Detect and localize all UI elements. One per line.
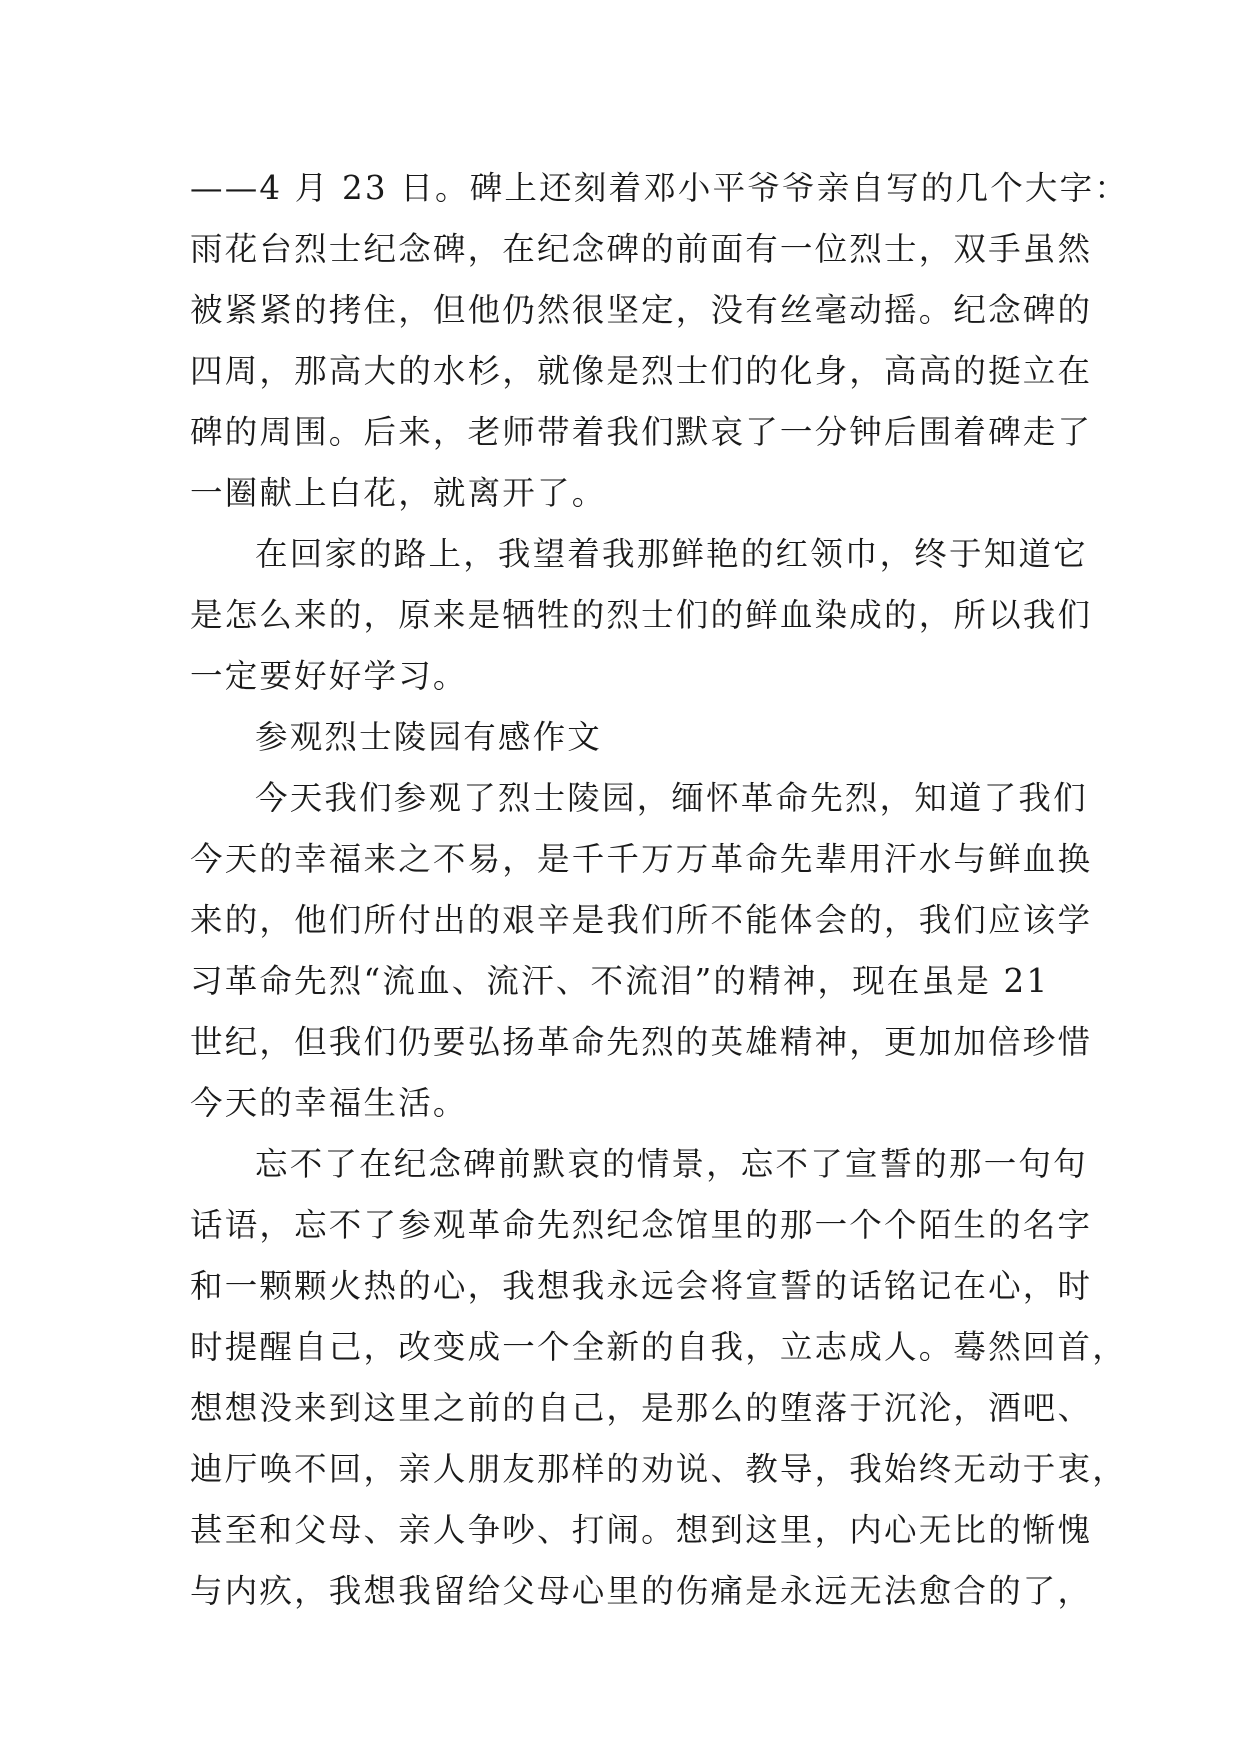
paragraph-reflection	[190, 1134, 1127, 1622]
text-line: 甚至和父母、亲人争吵、打闹。想到这里，内心无比的惭愧	[190, 1511, 1093, 1549]
section-heading: 参观烈士陵园有感作文	[255, 718, 603, 756]
essay-title	[190, 707, 1065, 768]
text-line: 时提醒自己，改变成一个全新的自我，立志成人。蓦然回首，	[190, 1328, 1127, 1366]
text-line: 和一颗颗火热的心，我想我永远会将宣誓的话铭记在心，时	[190, 1267, 1093, 1305]
text-line: 四周，那高大的水杉，就像是烈士们的化身，高高的挺立在	[190, 352, 1093, 390]
text-line: 是怎么来的，原来是牺牲的烈士们的鲜血染成的，所以我们	[190, 596, 1093, 634]
text-line: 来的，他们所付出的艰辛是我们所不能体会的，我们应该学	[190, 901, 1093, 939]
text-line: 世纪，但我们仍要弘扬革命先烈的英雄精神，更加加倍珍惜	[190, 1023, 1093, 1061]
text-line: 今天我们参观了烈士陵园，缅怀革命先烈，知道了我们	[255, 779, 1088, 817]
text-line: 一圈献上白花，就离开了。	[190, 474, 607, 512]
text-line: 话语，忘不了参观革命先烈纪念馆里的那一个个陌生的名字	[190, 1206, 1093, 1244]
text-line: 与内疚，我想我留给父母心里的伤痛是永远无法愈合的了，	[190, 1572, 1093, 1610]
text-line: 今天的幸福生活。	[190, 1084, 468, 1122]
document-body	[190, 158, 1130, 1622]
paragraph-way-home	[190, 524, 1093, 707]
text-line: 在回家的路上，我望着我那鲜艳的红领巾，终于知道它	[255, 535, 1088, 573]
text-line: 忘不了在纪念碑前默哀的情景，忘不了宣誓的那一句句	[255, 1145, 1088, 1183]
text-line: 今天的幸福来之不易，是千千万万革命先辈用汗水与鲜血换	[190, 840, 1093, 878]
text-line: 雨花台烈士纪念碑，在纪念碑的前面有一位烈士，双手虽然	[190, 230, 1093, 268]
paragraph-monument-description	[190, 158, 1130, 524]
text-line: 想想没来到这里之前的自己，是那么的堕落于沉沦，酒吧、	[190, 1389, 1093, 1427]
text-line: 习革命先烈“流血、流汗、不流泪”的精神，现在虽是 21	[190, 962, 1050, 1000]
text-line: 一定要好好学习。	[190, 657, 468, 695]
paragraph-visit	[190, 768, 1093, 1134]
text-line: ——4 月 23 日。碑上还刻着邓小平爷爷亲自写的几个大字：	[190, 169, 1130, 207]
text-line: 被紧紧的拷住，但他仍然很坚定，没有丝毫动摇。纪念碑的	[190, 291, 1093, 329]
text-line: 迪厅唤不回，亲人朋友那样的劝说、教导，我始终无动于衷，	[190, 1450, 1127, 1488]
text-line: 碑的周围。后来，老师带着我们默哀了一分钟后围着碑走了	[190, 413, 1093, 451]
